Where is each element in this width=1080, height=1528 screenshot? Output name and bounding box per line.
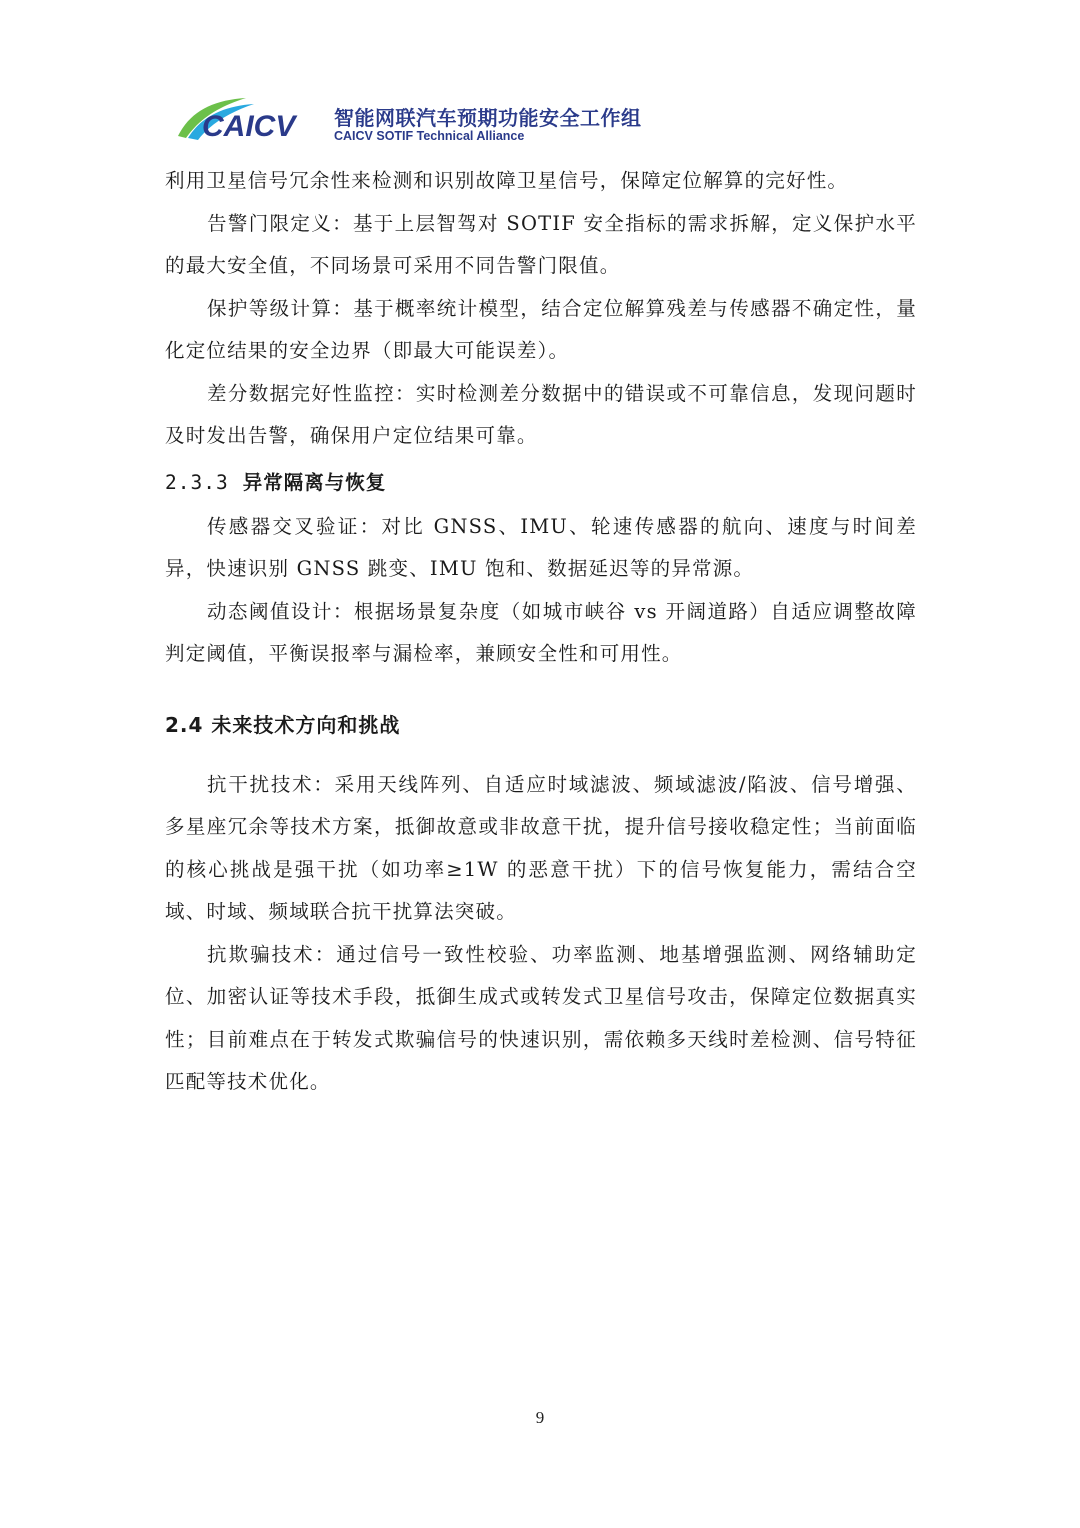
paragraph-alarm-threshold: 告警门限定义：基于上层智驾对 SOTIF 安全指标的需求拆解，定义保护水平的最大安全值，不同场景可采用不同告警门限值。 <box>165 211 917 277</box>
paragraph-anti-spoofing: 抗欺骗技术：通过信号一致性校验、功率监测、地基增强监测、网络辅助定位、加密认证等技术手段，抵御生成式或转发式卫星信号攻击，保障定位数据真实性；目前难点在于转发式欺骗信号的快速识别，需依赖多天线时差检测、信号特征匹配等技术优化。 <box>165 942 917 1093</box>
document-header <box>172 92 692 150</box>
paragraph-anti-jamming: 抗干扰技术：采用天线阵列、自适应时域滤波、频域滤波/陷波、信号增强、多星座冗余等技术方案，抵御故意或非故意干扰，提升信号接收稳定性；当前面临的核心挑战是强干扰（如功率≥1W 的恶意干扰）下的信号恢复能力，需结合空域、时域、频域联合抗干扰算法突破。 <box>165 772 917 923</box>
paragraph-cross-validation: 传感器交叉验证：对比 GNSS、IMU、轮速传感器的航向、速度与时间差异，快速识别 GNSS 跳变、IMU 饱和、数据延迟等的异常源。 <box>165 514 917 580</box>
document-body <box>165 160 917 1104</box>
paragraph-protection-level: 保护等级计算：基于概率统计模型，结合定位解算残差与传感器不确定性，量化定位结果的安全边界（即最大可能误差）。 <box>165 296 917 362</box>
paragraph-integrity: 利用卫星信号冗余性来检测和识别故障卫星信号，保障定位解算的完好性。 <box>165 169 849 192</box>
paragraph-dynamic-threshold: 动态阈值设计：根据场景复杂度（如城市峡谷 vs 开阔道路）自适应调整故障判定阈值，平衡误报率与漏检率，兼顾安全性和可用性。 <box>165 599 917 665</box>
alliance-title-cn: 智能网联汽车预期功能安全工作组 <box>334 106 642 130</box>
alliance-title-en: CAICV SOTIF Technical Alliance <box>334 129 525 143</box>
section-number: 2.3.3 <box>165 470 229 494</box>
caicv-logo-icon <box>172 92 332 148</box>
logo-wordmark: CAICV <box>202 110 296 143</box>
paragraph-differential-monitoring: 差分数据完好性监控：实时检测差分数据中的错误或不可靠信息，发现问题时及时发出告警，确保用户定位结果可靠。 <box>165 381 917 447</box>
page-number: 9 <box>535 1408 545 1427</box>
section-heading-2-4: 2.4 未来技术方向和挑战 <box>165 712 401 737</box>
section-heading-2-3-3 <box>165 462 917 504</box>
section-title: 异常隔离与恢复 <box>242 470 387 494</box>
